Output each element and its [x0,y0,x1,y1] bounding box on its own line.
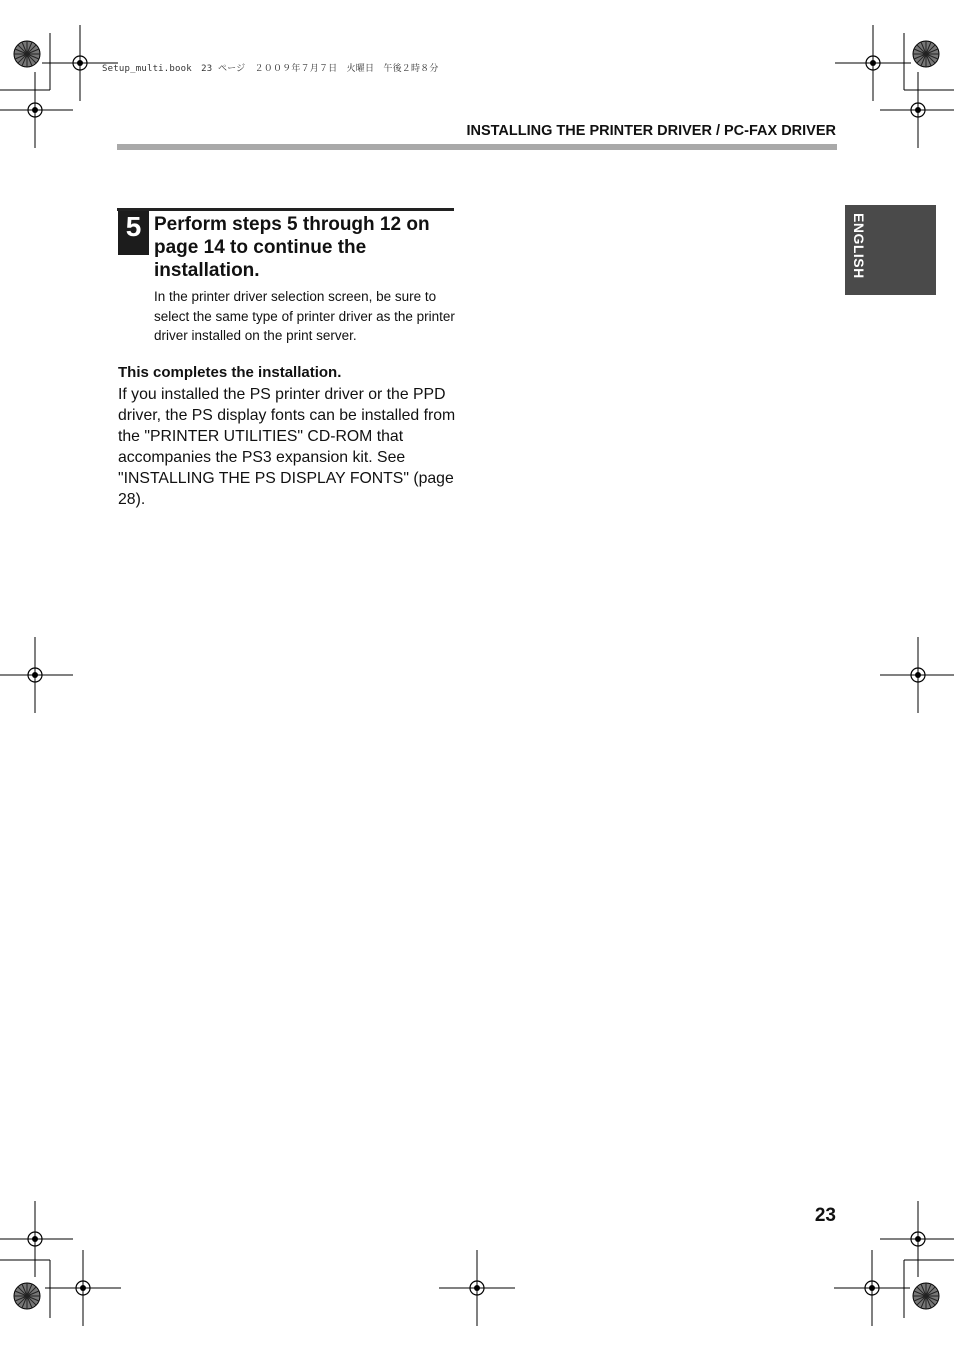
completion-body: If you installed the PS printer driver or the PPD driver, the PS display fonts can be installed from the "PRINTER UTILITIES" CD-ROM that accompanies the PS3 expansion kit. See "INSTALLING THE PS DISPLAY FONTS" (page 28). [118,386,456,508]
page-number: 23 [814,1205,836,1226]
section-header-title: INSTALLING THE PRINTER DRIVER / PC-FAX DRIVER [466,123,836,139]
step-rule [117,208,454,211]
step-title: Perform steps 5 through 12 on page 14 to continue the installation. [154,214,430,281]
print-slug-line: Setup_multi.book 23 ページ ２００９年７月７日 火曜日 午後２時８分 [102,64,439,74]
language-tab [845,205,936,295]
header-rule [117,144,837,150]
step-number-badge: 5 [118,211,149,255]
language-tab-label: ENGLISH [851,213,867,279]
step-note: In the printer driver selection screen, be sure to select the same type of printer driver as the printer driver installed on the print server. [154,289,455,343]
completion-heading: This completes the installation. [118,364,342,381]
